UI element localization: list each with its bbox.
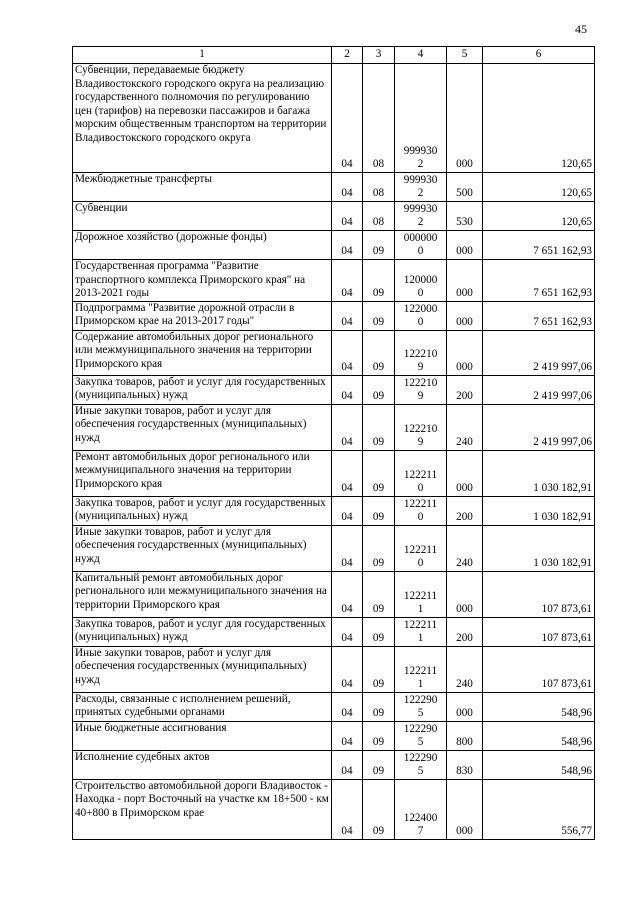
row-name: Исполнение судебных актов: [73, 750, 332, 779]
row-pr: 09: [363, 450, 395, 496]
csr-code-part2: 7: [417, 825, 424, 838]
row-sum: 1 030 182,91: [483, 496, 595, 525]
csr-code-part2: 9: [417, 390, 424, 403]
table-row: [73, 779, 595, 839]
csr-code-part2: 0: [417, 287, 424, 300]
row-name: Подпрограмма "Развитие дорожной отрасли в Приморском крае на 2013-2017 годы": [73, 301, 332, 330]
row-pr: 09: [363, 496, 395, 525]
csr-code-part2: 0: [417, 316, 424, 329]
row-rz: 04: [332, 375, 363, 404]
row-vr: 000: [447, 571, 483, 617]
row-vr: 000: [447, 260, 483, 302]
row-csr: [395, 750, 447, 779]
csr-code-part1: 122211: [403, 589, 438, 602]
row-sum: 120,65: [483, 202, 595, 231]
csr-code-part1: 122210: [403, 347, 438, 360]
row-csr: [395, 496, 447, 525]
row-sum: 2 419 997,06: [483, 375, 595, 404]
row-csr: [395, 779, 447, 839]
row-rz: 04: [332, 330, 363, 375]
table-row: [73, 646, 595, 692]
csr-code-part2: 2: [417, 158, 424, 171]
row-vr: 000: [447, 692, 483, 721]
header-row: [73, 47, 595, 64]
row-name: Закупка товаров, работ и услуг для государственных (муниципальных) нужд: [73, 617, 332, 646]
row-pr: 08: [363, 202, 395, 231]
row-csr: [395, 571, 447, 617]
row-rz: 04: [332, 496, 363, 525]
row-vr: 240: [447, 404, 483, 450]
table-row: [73, 450, 595, 496]
csr-code-part1: 122211: [403, 497, 438, 510]
row-csr: [395, 64, 447, 173]
row-csr: [395, 375, 447, 404]
row-csr: [395, 525, 447, 571]
row-csr: [395, 173, 447, 202]
row-name: Закупка товаров, работ и услуг для государственных (муниципальных) нужд: [73, 375, 332, 404]
row-name: Строительство автомобильной дороги Владивосток - Находка - порт Восточный на участке км 18+500 - км 40+800 в Приморском крае: [73, 779, 332, 839]
row-name: Иные закупки товаров, работ и услуг для обеспечения государственных (муниципальных) нужд: [73, 525, 332, 571]
row-pr: 09: [363, 571, 395, 617]
row-rz: 04: [332, 450, 363, 496]
table-row: [73, 750, 595, 779]
header-cell: 1: [73, 47, 332, 64]
row-rz: 04: [332, 202, 363, 231]
row-rz: 04: [332, 301, 363, 330]
row-name: Субвенции: [73, 202, 332, 231]
row-name: Ремонт автомобильных дорог регионального или межмуниципального значения на территории Приморского края: [73, 450, 332, 496]
csr-code-part2: 0: [417, 245, 424, 258]
row-pr: 09: [363, 231, 395, 260]
row-csr: [395, 692, 447, 721]
row-csr: [395, 617, 447, 646]
row-pr: 09: [363, 750, 395, 779]
row-sum: 107 873,61: [483, 617, 595, 646]
row-sum: 548,96: [483, 750, 595, 779]
csr-code-part1: 999930: [403, 173, 438, 186]
csr-code-part2: 1: [417, 603, 424, 616]
table-row: [73, 571, 595, 617]
row-sum: 120,65: [483, 64, 595, 173]
csr-code-part1: 122210: [403, 376, 438, 389]
csr-code-part2: 2: [417, 187, 424, 200]
csr-code-part1: 122000: [403, 302, 438, 315]
row-pr: 09: [363, 330, 395, 375]
row-name: Закупка товаров, работ и услуг для государственных (муниципальных) нужд: [73, 496, 332, 525]
csr-code-part1: 120000: [403, 273, 438, 286]
table-row: [73, 496, 595, 525]
row-sum: 7 651 162,93: [483, 231, 595, 260]
csr-code-part1: 000000: [403, 231, 438, 244]
row-name: Иные закупки товаров, работ и услуг для обеспечения государственных (муниципальных) нужд: [73, 404, 332, 450]
row-rz: 04: [332, 173, 363, 202]
header-cell: 4: [395, 47, 447, 64]
row-vr: 830: [447, 750, 483, 779]
row-name: Дорожное хозяйство (дорожные фонды): [73, 231, 332, 260]
row-pr: 08: [363, 64, 395, 173]
row-rz: 04: [332, 721, 363, 750]
row-name: Иные закупки товаров, работ и услуг для обеспечения государственных (муниципальных) нужд: [73, 646, 332, 692]
row-sum: 1 030 182,91: [483, 525, 595, 571]
row-sum: 556,77: [483, 779, 595, 839]
row-vr: 200: [447, 496, 483, 525]
header-cell: 3: [363, 47, 395, 64]
table-row: [73, 64, 595, 173]
row-rz: 04: [332, 646, 363, 692]
row-pr: 09: [363, 525, 395, 571]
table-row: [73, 231, 595, 260]
row-name: Иные бюджетные ассигнования: [73, 721, 332, 750]
csr-code-part2: 0: [417, 557, 424, 570]
csr-code-part2: 0: [417, 511, 424, 524]
row-sum: 548,96: [483, 721, 595, 750]
csr-code-part2: 2: [417, 216, 424, 229]
table-row: [73, 375, 595, 404]
row-rz: 04: [332, 750, 363, 779]
csr-code-part1: 999930: [403, 202, 438, 215]
row-name: Межбюджетные трансферты: [73, 173, 332, 202]
row-rz: 04: [332, 692, 363, 721]
csr-code-part2: 5: [417, 765, 424, 778]
row-vr: 000: [447, 231, 483, 260]
row-pr: 09: [363, 375, 395, 404]
row-sum: 120,65: [483, 173, 595, 202]
row-pr: 09: [363, 779, 395, 839]
csr-code-part1: 999930: [403, 144, 438, 157]
row-pr: 09: [363, 721, 395, 750]
row-csr: [395, 301, 447, 330]
row-rz: 04: [332, 404, 363, 450]
table-row: [73, 617, 595, 646]
table-row: [73, 301, 595, 330]
row-vr: 240: [447, 646, 483, 692]
row-rz: 04: [332, 571, 363, 617]
row-rz: 04: [332, 260, 363, 302]
row-sum: 1 030 182,91: [483, 450, 595, 496]
csr-code-part1: 122210: [403, 422, 438, 435]
csr-code-part1: 122211: [403, 618, 438, 631]
row-vr: 000: [447, 779, 483, 839]
csr-code-part1: 122211: [403, 543, 438, 556]
row-name: Субвенции, передаваемые бюджету Владивостокского городского округа на реализацию государственного полномочия по регулированию цен (тарифов) на перевозки пассажиров и багажа морским общественным транспортом на территории Владивостокского городского округа: [73, 64, 332, 173]
csr-code-part1: 122290: [403, 693, 438, 706]
csr-code-part2: 0: [417, 482, 424, 495]
table-row: [73, 525, 595, 571]
row-pr: 09: [363, 617, 395, 646]
csr-code-part1: 122400: [403, 811, 438, 824]
table-row: [73, 404, 595, 450]
row-pr: 08: [363, 173, 395, 202]
row-rz: 04: [332, 779, 363, 839]
row-csr: [395, 721, 447, 750]
row-vr: 240: [447, 525, 483, 571]
row-rz: 04: [332, 525, 363, 571]
row-csr: [395, 450, 447, 496]
row-sum: 2 419 997,06: [483, 330, 595, 375]
row-vr: 000: [447, 330, 483, 375]
csr-code-part2: 9: [417, 361, 424, 374]
row-name: Расходы, связанные с исполнением решений, принятых судебными органами: [73, 692, 332, 721]
row-sum: 107 873,61: [483, 646, 595, 692]
row-pr: 09: [363, 404, 395, 450]
budget-table: [72, 46, 595, 840]
table-row: [73, 173, 595, 202]
csr-code-part1: 122290: [403, 751, 438, 764]
csr-code-part1: 122211: [403, 664, 438, 677]
row-pr: 09: [363, 301, 395, 330]
row-name: Капитальный ремонт автомобильных дорог регионального или межмуниципального значения на территории Приморского края: [73, 571, 332, 617]
row-vr: 200: [447, 375, 483, 404]
row-pr: 09: [363, 692, 395, 721]
header-cell: 6: [483, 47, 595, 64]
csr-code-part2: 9: [417, 436, 424, 449]
row-sum: 2 419 997,06: [483, 404, 595, 450]
page-number: 45: [575, 22, 587, 36]
header-cell: 2: [332, 47, 363, 64]
row-sum: 107 873,61: [483, 571, 595, 617]
table-row: [73, 260, 595, 302]
table-row: [73, 721, 595, 750]
row-csr: [395, 202, 447, 231]
csr-code-part2: 1: [417, 632, 424, 645]
csr-code-part2: 5: [417, 707, 424, 720]
row-csr: [395, 260, 447, 302]
row-vr: 530: [447, 202, 483, 231]
row-vr: 000: [447, 301, 483, 330]
row-vr: 800: [447, 721, 483, 750]
csr-code-part2: 5: [417, 736, 424, 749]
row-pr: 09: [363, 260, 395, 302]
csr-code-part1: 122211: [403, 468, 438, 481]
row-vr: 200: [447, 617, 483, 646]
row-csr: [395, 404, 447, 450]
row-rz: 04: [332, 617, 363, 646]
row-csr: [395, 231, 447, 260]
row-sum: 7 651 162,93: [483, 260, 595, 302]
row-csr: [395, 330, 447, 375]
row-rz: 04: [332, 64, 363, 173]
table-row: [73, 692, 595, 721]
row-name: Государственная программа "Развитие транспортного комплекса Приморского края" на 2013-2021 годы: [73, 260, 332, 302]
row-pr: 09: [363, 646, 395, 692]
csr-code-part2: 1: [417, 678, 424, 691]
row-vr: 000: [447, 64, 483, 173]
row-vr: 500: [447, 173, 483, 202]
csr-code-part1: 122290: [403, 722, 438, 735]
table-row: [73, 330, 595, 375]
row-vr: 000: [447, 450, 483, 496]
row-name: Содержание автомобильных дорог регионального или межмуниципального значения на территории Приморского края: [73, 330, 332, 375]
row-sum: 7 651 162,93: [483, 301, 595, 330]
row-rz: 04: [332, 231, 363, 260]
row-csr: [395, 646, 447, 692]
row-sum: 548,96: [483, 692, 595, 721]
table-row: [73, 202, 595, 231]
header-cell: 5: [447, 47, 483, 64]
